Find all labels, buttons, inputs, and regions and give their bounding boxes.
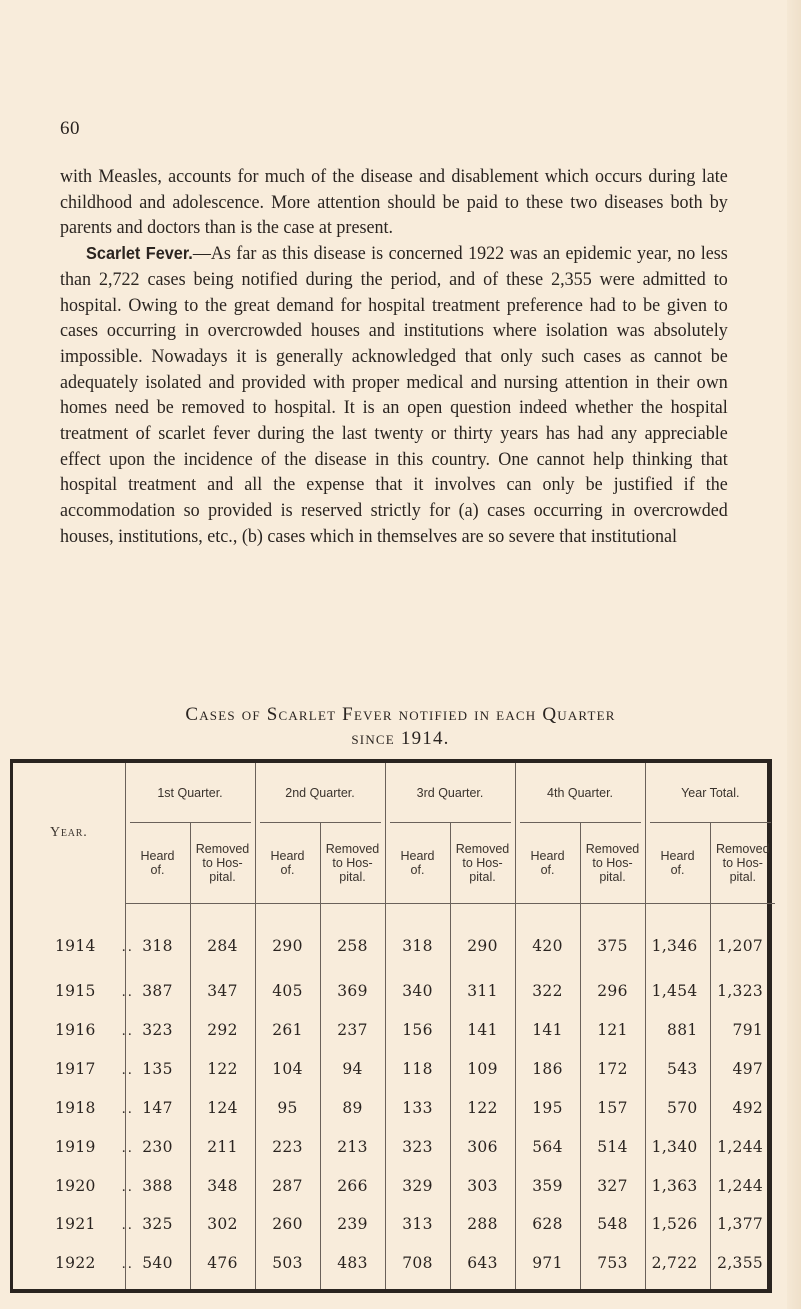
cell-q4-removed: 172: [580, 1049, 645, 1088]
year-cell: [13, 1127, 134, 1166]
dot-leader: ..: [121, 939, 134, 955]
cell-q4-removed: 375: [580, 904, 645, 972]
year-cell: [13, 1010, 134, 1049]
cell-q3-heard: 313: [385, 1205, 450, 1244]
year-label: 1916: [55, 1020, 96, 1039]
table-row: [13, 1127, 775, 1166]
column-header-heard-of: Heard of.: [645, 823, 710, 904]
column-group-q1: 1st Quarter.: [125, 763, 255, 823]
cell-q2-heard: 261: [255, 1010, 320, 1049]
cell-q4-heard: 564: [515, 1127, 580, 1166]
year-cell: [13, 1049, 134, 1088]
cell-total-heard: 570: [645, 1088, 710, 1127]
cell-q3-removed: 311: [450, 972, 515, 1011]
table-title: [0, 703, 801, 751]
cell-q4-removed: 548: [580, 1205, 645, 1244]
dot-leader: ..: [121, 1062, 134, 1078]
column-group-q4: 4th Quarter.: [515, 763, 645, 823]
cell-q2-removed: 258: [320, 904, 385, 972]
year-label: 1922: [55, 1254, 96, 1273]
cell-q2-heard: 290: [255, 904, 320, 972]
cell-q3-heard: 133: [385, 1088, 450, 1127]
body-text: [60, 164, 728, 550]
cell-q1-removed: 476: [190, 1244, 255, 1289]
column-group-q2: 2nd Quarter.: [255, 763, 385, 823]
column-header-heard-of: Heard of.: [515, 823, 580, 904]
cell-q2-removed: 369: [320, 972, 385, 1011]
year-cell: [13, 972, 134, 1011]
cell-q2-heard: 95: [255, 1088, 320, 1127]
table-row: [13, 1205, 775, 1244]
dot-leader: ..: [121, 1101, 134, 1117]
cell-q3-heard: 318: [385, 904, 450, 972]
cell-total-heard: 1,340: [645, 1127, 710, 1166]
cell-total-heard: 543: [645, 1049, 710, 1088]
dot-leader: ..: [121, 1179, 134, 1195]
cell-q3-heard: 329: [385, 1166, 450, 1205]
cell-q4-heard: 359: [515, 1166, 580, 1205]
year-label: 1919: [55, 1137, 96, 1156]
cell-q1-heard: 325: [125, 1205, 190, 1244]
cell-total-heard: 1,454: [645, 972, 710, 1011]
cell-q4-removed: 157: [580, 1088, 645, 1127]
table-row: [13, 1088, 775, 1127]
cell-total-heard: 881: [645, 1010, 710, 1049]
year-label: 1921: [55, 1215, 96, 1234]
table-row: [13, 972, 775, 1011]
table-row: [13, 904, 775, 972]
cell-q1-heard: 318: [125, 904, 190, 972]
cell-q4-removed: 514: [580, 1127, 645, 1166]
cell-q4-removed: 121: [580, 1010, 645, 1049]
cell-q3-heard: 340: [385, 972, 450, 1011]
cell-q1-removed: 211: [190, 1127, 255, 1166]
cell-q1-removed: 302: [190, 1205, 255, 1244]
column-header-removed-to-hospital: Removed to Hos- pital.: [710, 823, 775, 904]
cell-total-heard: 2,722: [645, 1244, 710, 1289]
cell-q1-removed: 284: [190, 904, 255, 972]
year-label: 1915: [55, 982, 96, 1001]
cell-q3-removed: 643: [450, 1244, 515, 1289]
cell-q4-heard: 420: [515, 904, 580, 972]
scarlet-fever-table-frame: [10, 759, 772, 1293]
cell-q1-heard: 540: [125, 1244, 190, 1289]
cell-q2-heard: 287: [255, 1166, 320, 1205]
cell-q1-removed: 124: [190, 1088, 255, 1127]
page-number: 60: [60, 118, 80, 139]
column-header-year: Year.: [49, 825, 88, 841]
table-body: [13, 904, 775, 1290]
cell-q2-removed: 266: [320, 1166, 385, 1205]
cell-q3-heard: 156: [385, 1010, 450, 1049]
header-row-groups: [13, 763, 775, 823]
cell-q3-removed: 122: [450, 1088, 515, 1127]
cell-total-removed: 791: [710, 1010, 775, 1049]
column-header-removed-to-hospital: Removed to Hos- pital.: [580, 823, 645, 904]
cell-q1-removed: 348: [190, 1166, 255, 1205]
column-group-year-total: Year Total.: [645, 763, 775, 823]
dot-leader: ..: [121, 1023, 134, 1039]
cell-q4-removed: 296: [580, 972, 645, 1011]
cell-q4-heard: 195: [515, 1088, 580, 1127]
cell-q4-heard: 322: [515, 972, 580, 1011]
table-row: [13, 1166, 775, 1205]
cell-q3-heard: 323: [385, 1127, 450, 1166]
cell-total-removed: 497: [710, 1049, 775, 1088]
year-cell: [13, 1205, 134, 1244]
header-row-subcolumns: [13, 823, 775, 904]
column-header-removed-to-hospital: Removed to Hos- pital.: [320, 823, 385, 904]
scarlet-fever-table: [13, 763, 775, 1289]
cell-q3-removed: 303: [450, 1166, 515, 1205]
column-header-removed-to-hospital: Removed to Hos- pital.: [190, 823, 255, 904]
cell-q1-heard: 388: [125, 1166, 190, 1205]
cell-q3-removed: 290: [450, 904, 515, 972]
column-header-heard-of: Heard of.: [385, 823, 450, 904]
column-header-heard-of: Heard of.: [255, 823, 320, 904]
cell-q1-heard: 230: [125, 1127, 190, 1166]
year-cell: [13, 904, 134, 972]
cell-q2-removed: 94: [320, 1049, 385, 1088]
table-row: [13, 1049, 775, 1088]
cell-q3-heard: 118: [385, 1049, 450, 1088]
year-cell: [13, 1166, 134, 1205]
cell-total-removed: 2,355: [710, 1244, 775, 1289]
cell-q1-heard: 135: [125, 1049, 190, 1088]
cell-q3-removed: 306: [450, 1127, 515, 1166]
cell-q3-removed: 141: [450, 1010, 515, 1049]
year-label: 1920: [55, 1176, 96, 1195]
column-group-q3: 3rd Quarter.: [385, 763, 515, 823]
cell-q1-removed: 347: [190, 972, 255, 1011]
cell-q1-removed: 122: [190, 1049, 255, 1088]
table-row: [13, 1010, 775, 1049]
paragraph-scarlet-fever: [60, 241, 728, 549]
cell-q4-heard: 971: [515, 1244, 580, 1289]
cell-q3-heard: 708: [385, 1244, 450, 1289]
cell-q1-heard: 147: [125, 1088, 190, 1127]
paragraph-measles: with Measles, accounts for much of the disease and disablement which occurs during late childhood and adolescence. More attention should be paid to these two diseases both by parents and doctors than is the case at present.: [60, 166, 728, 239]
cell-q2-removed: 213: [320, 1127, 385, 1166]
cell-total-removed: 1,244: [710, 1127, 775, 1166]
cell-q2-heard: 104: [255, 1049, 320, 1088]
year-label: 1918: [55, 1098, 96, 1117]
paragraph-scarlet-fever-text: —As far as this disease is concerned 1922 was an epidemic year, no less than 2,722 cases being notified during the period, and of these 2,355 were admitted to hospital. Owing to the great demand for hospital treatment preference had to be given to cases occurring in overcrowded houses and institutions where isolation was absolutely impossible. Nowadays it is generally acknowledged that only such cases as cannot be adequately isolated and provided with proper medical and nursing attention in their own homes need be removed to hospital. It is an open question indeed whether the hospital treatment of scarlet fever during the last twenty or thirty years has had any appreciable effect upon the incidence of the disease in this country. One cannot help thinking that hospital treatment and all the expense that it involves can only be justified if the accommodation so provided is reserved strictly for (a) cases occurring in overcrowded houses, institutions, etc., (b) cases which in themselves are so severe that institutional: [60, 243, 728, 547]
section-heading-scarlet-fever: Scarlet Fever.: [86, 243, 193, 264]
cell-total-heard: 1,363: [645, 1166, 710, 1205]
column-header-removed-to-hospital: Removed to Hos- pital.: [450, 823, 515, 904]
cell-total-heard: 1,346: [645, 904, 710, 972]
cell-q2-removed: 237: [320, 1010, 385, 1049]
cell-q2-removed: 239: [320, 1205, 385, 1244]
dot-leader: ..: [121, 1218, 134, 1234]
dot-leader: ..: [121, 1140, 134, 1156]
table-title-line-2: since 1914.: [351, 728, 450, 749]
year-cell: [13, 1244, 134, 1289]
cell-q4-heard: 628: [515, 1205, 580, 1244]
cell-total-removed: 1,377: [710, 1205, 775, 1244]
cell-q2-heard: 260: [255, 1205, 320, 1244]
table-row: [13, 1244, 775, 1289]
cell-total-removed: 1,244: [710, 1166, 775, 1205]
cell-q4-heard: 186: [515, 1049, 580, 1088]
cell-q4-heard: 141: [515, 1010, 580, 1049]
table-title-line-1: Cases of Scarlet Fever notified in each Quarter: [185, 704, 616, 725]
dot-leader: ..: [121, 1257, 134, 1273]
cell-total-removed: 492: [710, 1088, 775, 1127]
cell-q2-heard: 503: [255, 1244, 320, 1289]
cell-q4-removed: 327: [580, 1166, 645, 1205]
cell-q1-heard: 387: [125, 972, 190, 1011]
cell-q2-heard: 223: [255, 1127, 320, 1166]
page-edge-shadow: [787, 0, 801, 1309]
cell-q3-removed: 109: [450, 1049, 515, 1088]
cell-total-removed: 1,323: [710, 972, 775, 1011]
cell-q2-removed: 483: [320, 1244, 385, 1289]
year-label: 1917: [55, 1059, 96, 1078]
cell-total-removed: 1,207: [710, 904, 775, 972]
cell-q3-removed: 288: [450, 1205, 515, 1244]
cell-q1-removed: 292: [190, 1010, 255, 1049]
year-cell: [13, 1088, 134, 1127]
cell-q2-removed: 89: [320, 1088, 385, 1127]
cell-q4-removed: 753: [580, 1244, 645, 1289]
column-header-heard-of: Heard of.: [125, 823, 190, 904]
cell-q1-heard: 323: [125, 1010, 190, 1049]
cell-total-heard: 1,526: [645, 1205, 710, 1244]
dot-leader: ..: [121, 985, 134, 1001]
year-label: 1914: [55, 936, 96, 955]
cell-q2-heard: 405: [255, 972, 320, 1011]
